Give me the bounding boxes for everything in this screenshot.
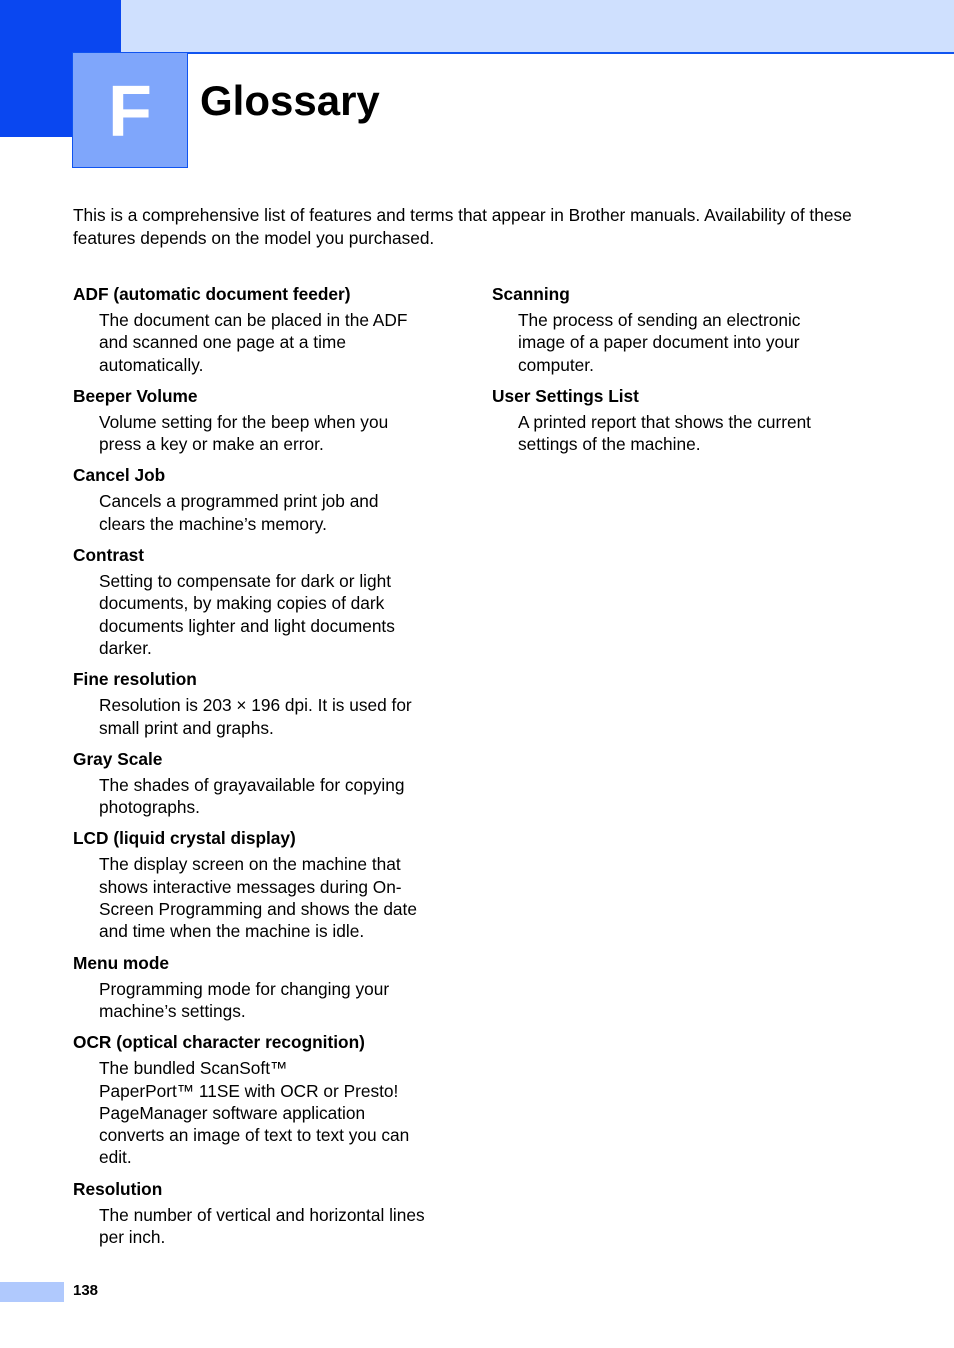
glossary-term: ADF (automatic document feeder) bbox=[73, 284, 351, 304]
glossary-term: Menu mode bbox=[73, 952, 170, 973]
glossary-term: Beeper Volume bbox=[73, 385, 198, 406]
glossary-term: Fine resolution bbox=[73, 669, 197, 690]
glossary-term: Contrast bbox=[73, 545, 145, 566]
glossary-entry bbox=[73, 464, 443, 535]
glossary-definition: A printed report that shows the current settings of the machine. bbox=[518, 411, 811, 455]
glossary-left-column bbox=[73, 283, 443, 1257]
glossary-definition: The shades of grayavailable for copying photographs. bbox=[99, 774, 405, 818]
glossary-entry bbox=[73, 952, 443, 1023]
chapter-letter: F bbox=[108, 72, 152, 152]
header-band bbox=[121, 0, 954, 54]
glossary-term: Resolution bbox=[73, 1178, 163, 1199]
glossary-definition: The process of sending an electronic image of a paper document into your computer. bbox=[518, 310, 801, 375]
page-title: Glossary bbox=[200, 77, 380, 124]
glossary-definition: The display screen on the machine that shows interactive messages during On- Screen Programming and shows the date and time when the machine is idle. bbox=[99, 854, 417, 942]
page-number: 138 bbox=[73, 1282, 99, 1299]
glossary-definition: The document can be placed in the ADF and scanned one page at a time automatically. bbox=[99, 310, 408, 375]
glossary-entry bbox=[492, 385, 862, 456]
glossary-entry bbox=[73, 668, 443, 739]
footer-bar bbox=[0, 1282, 64, 1302]
glossary-definition: Volume setting for the beep when you press a key or make an error. bbox=[99, 411, 389, 455]
glossary-term: Gray Scale bbox=[73, 748, 163, 769]
glossary-definition: Programming mode for changing your machine’s settings. bbox=[99, 978, 390, 1021]
chapter-badge bbox=[72, 52, 188, 168]
glossary-entry bbox=[73, 544, 443, 659]
glossary-definition: The bundled ScanSoft™ PaperPort™ 11SE with OCR or Presto! PageManager software application converts an image of text to text you can edit. bbox=[99, 1058, 410, 1168]
glossary-term: LCD (liquid crystal display) bbox=[73, 828, 296, 849]
glossary-definition: Resolution is 203 × 196 dpi. It is used for small print and graphs. bbox=[99, 695, 412, 738]
glossary-definition: Setting to compensate for dark or light documents, by making copies of dark documents lighter and light documents darker. bbox=[99, 571, 395, 658]
glossary-entry bbox=[73, 283, 443, 376]
glossary-entry bbox=[492, 283, 862, 376]
glossary-entry bbox=[73, 385, 443, 456]
glossary-term: OCR (optical character recognition) bbox=[73, 1032, 365, 1053]
glossary-term: Scanning bbox=[492, 284, 570, 304]
glossary-entry bbox=[73, 1031, 443, 1168]
glossary-right-column bbox=[492, 283, 862, 464]
glossary-definition: Cancels a programmed print job and clears the machine’s memory. bbox=[99, 491, 379, 534]
intro-paragraph: This is a comprehensive list of features and terms that appear in Brother manuals. Availability of these features depends on the model you purchased. bbox=[73, 205, 852, 248]
glossary-term: User Settings List bbox=[492, 385, 639, 406]
glossary-entry bbox=[73, 1178, 443, 1249]
glossary-term: Cancel Job bbox=[73, 465, 166, 486]
glossary-entry bbox=[73, 827, 443, 942]
glossary-entry bbox=[73, 748, 443, 819]
glossary-definition: The number of vertical and horizontal lines per inch. bbox=[99, 1204, 425, 1248]
